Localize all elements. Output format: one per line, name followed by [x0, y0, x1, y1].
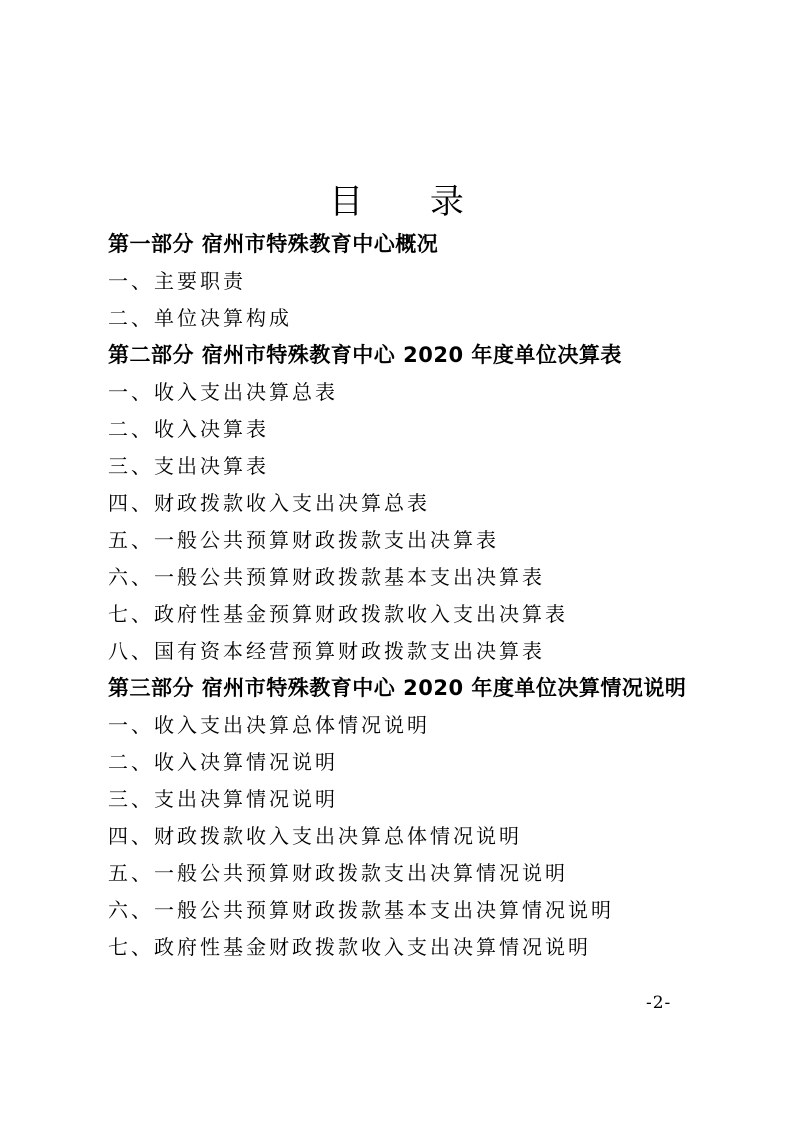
toc-item: 四、财政拨款收入支出决算总体情况说明 [108, 824, 522, 848]
toc-item: 一、收入支出决算总体情况说明 [108, 713, 430, 737]
table-of-contents [108, 226, 708, 966]
page-number: -2- [646, 993, 672, 1013]
toc-item: 七、政府性基金财政拨款收入支出决算情况说明 [108, 935, 591, 959]
toc-item: 三、支出决算表 [108, 454, 269, 478]
toc-item: 二、收入决算情况说明 [108, 750, 338, 774]
page-title: 目 录 [329, 182, 492, 222]
toc-item: 五、一般公共预算财政拨款支出决算表 [108, 528, 499, 552]
toc-section-1: 第一部分 宿州市特殊教育中心概况 [108, 232, 439, 256]
toc-section-3: 第三部分 宿州市特殊教育中心 2020 年度单位决算情况说明 [108, 676, 687, 700]
toc-item: 三、支出决算情况说明 [108, 787, 338, 811]
toc-item: 八、国有资本经营预算财政拨款支出决算表 [108, 639, 545, 663]
toc-section-2: 第二部分 宿州市特殊教育中心 2020 年度单位决算表 [108, 343, 622, 367]
toc-item: 四、财政拨款收入支出决算总表 [108, 491, 430, 515]
toc-item: 五、一般公共预算财政拨款支出决算情况说明 [108, 861, 568, 885]
toc-item: 二、单位决算构成 [108, 306, 292, 330]
toc-item: 七、政府性基金预算财政拨款收入支出决算表 [108, 602, 568, 626]
toc-item: 六、一般公共预算财政拨款基本支出决算情况说明 [108, 898, 614, 922]
toc-item: 一、主要职责 [108, 269, 246, 293]
toc-item: 六、一般公共预算财政拨款基本支出决算表 [108, 565, 545, 589]
toc-item: 二、收入决算表 [108, 417, 269, 441]
toc-item: 一、收入支出决算总表 [108, 380, 338, 404]
